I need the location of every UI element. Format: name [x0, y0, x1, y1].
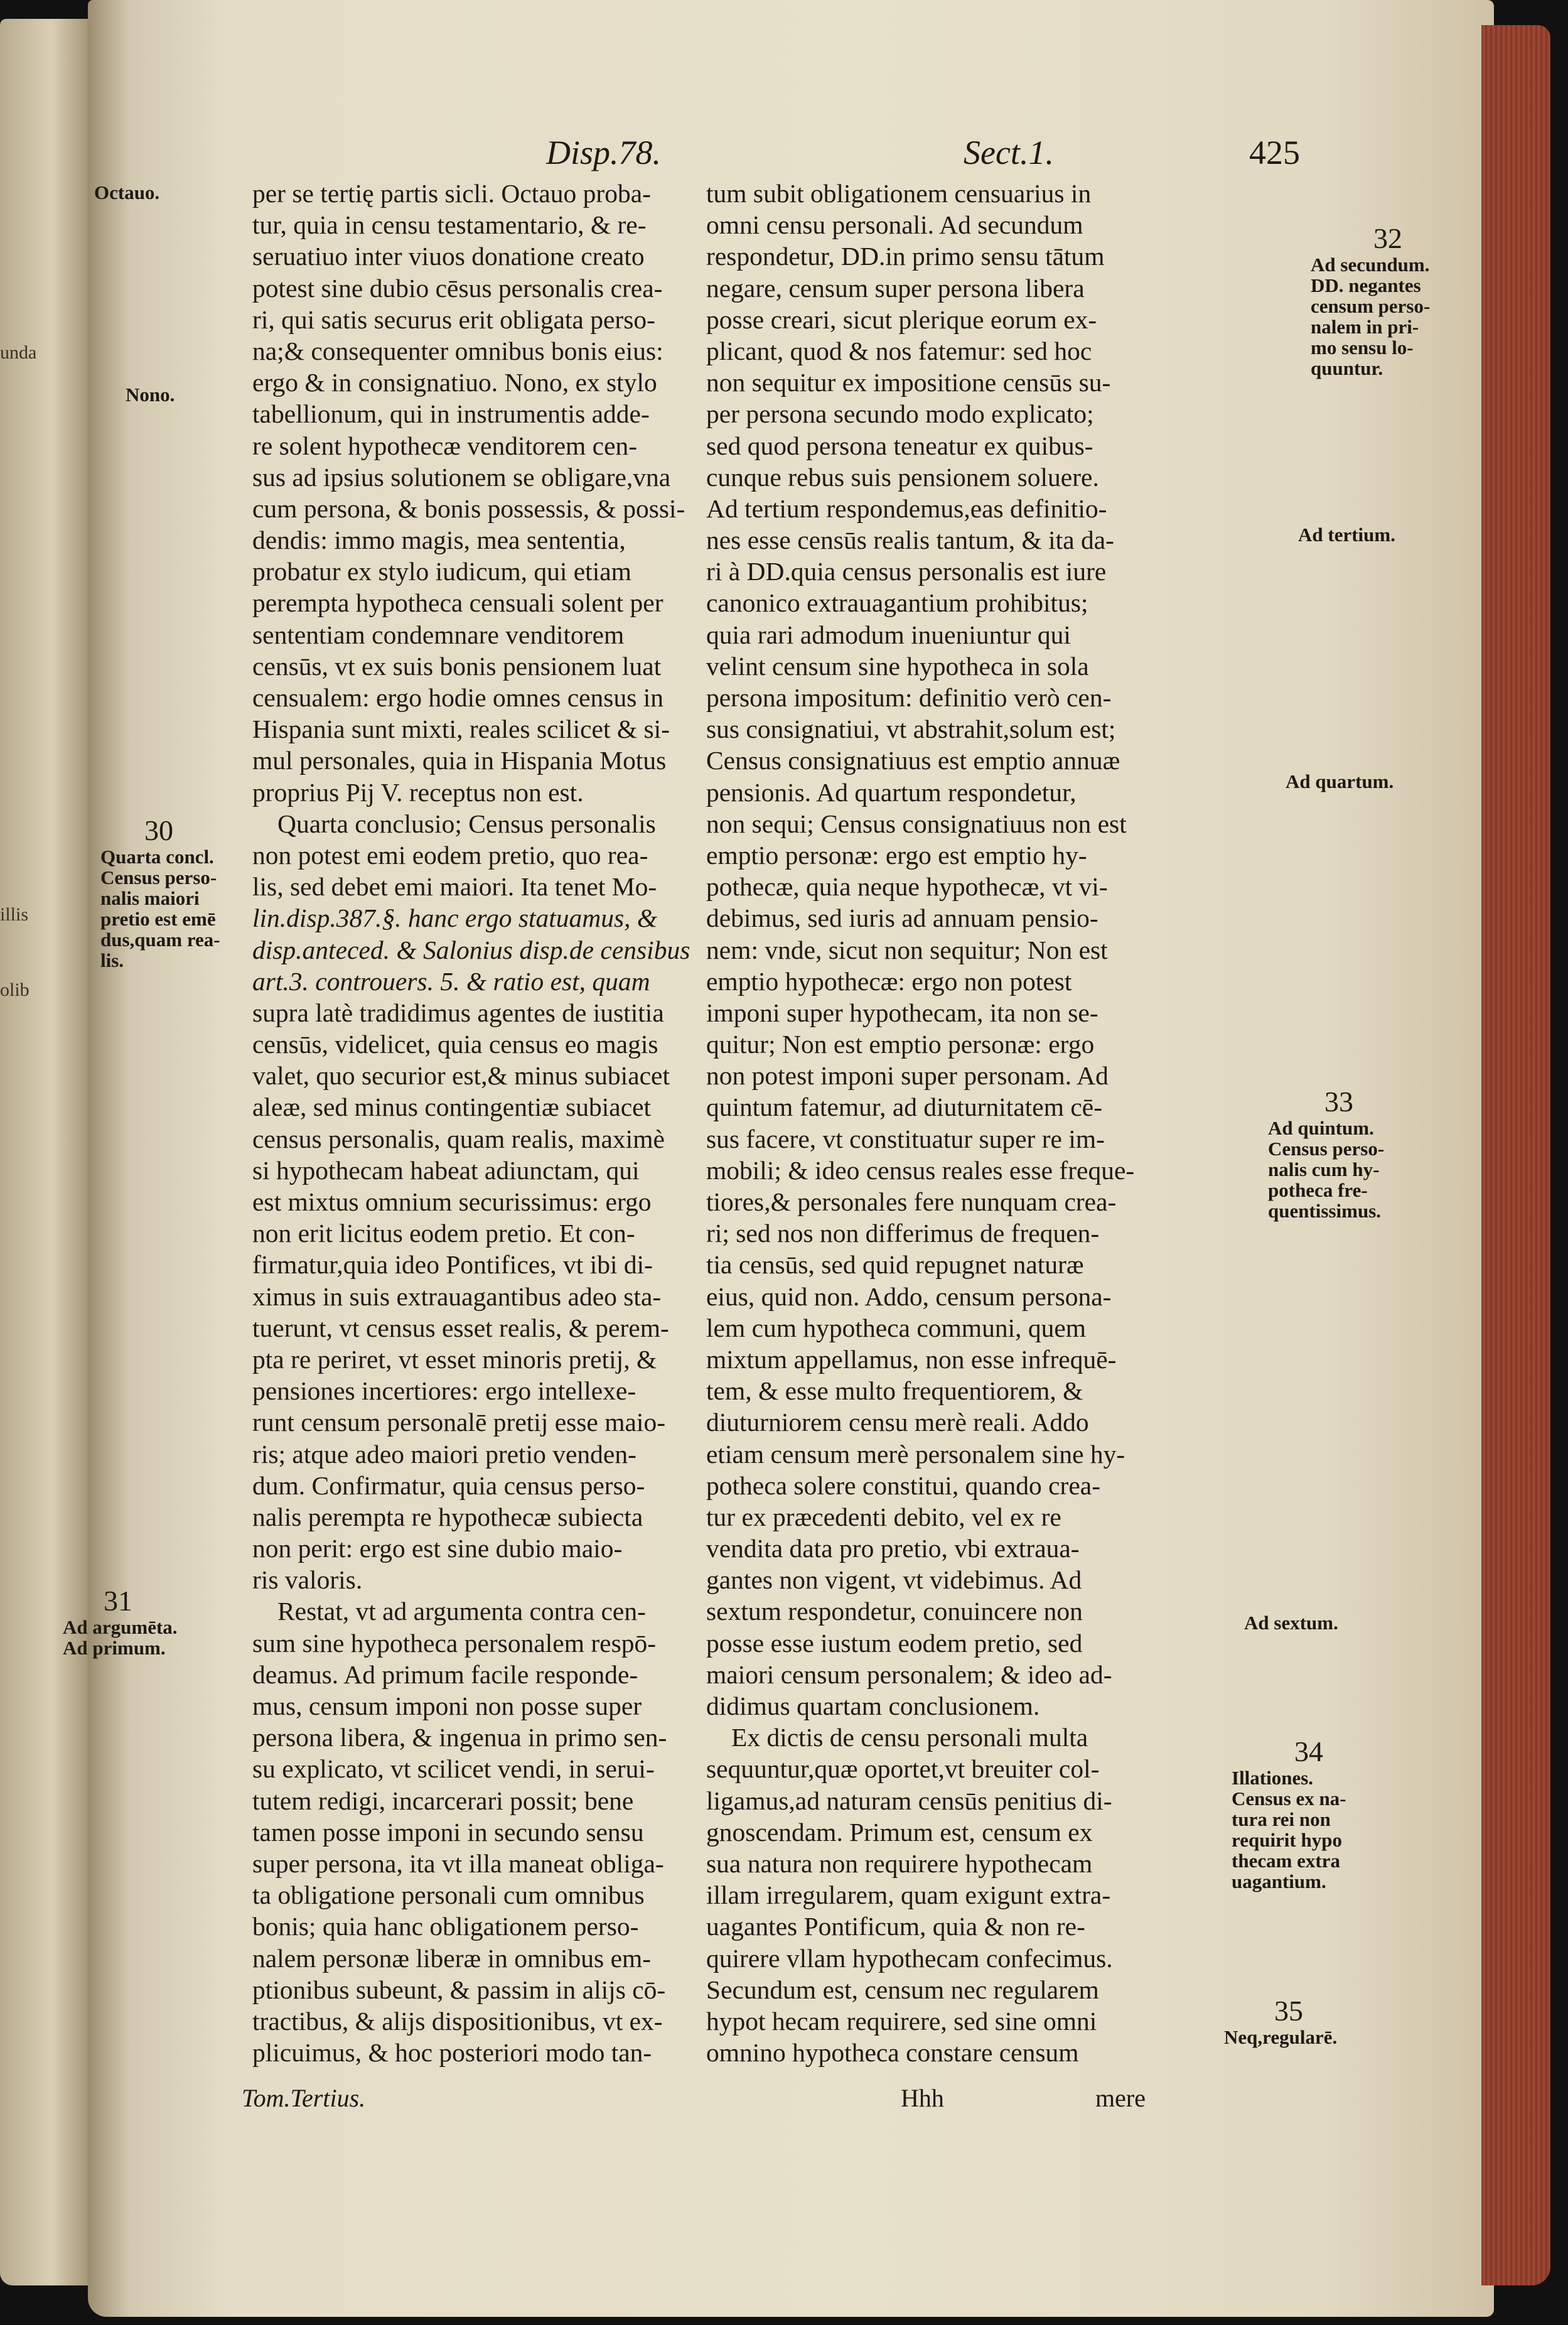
text-line: debimus, sed iuris ad annuam pensio- [706, 904, 1098, 933]
text-line: potheca solere constitui, quando crea- [706, 1470, 1101, 1500]
note-line: requirit hypo [1232, 1829, 1342, 1851]
text-line: persona impositum: definitio verò cen- [706, 683, 1112, 712]
text-line: posse creari, sicut plerique eorum ex- [706, 305, 1097, 334]
text-line: lin.disp.387.§. hanc ergo statuamus, & [252, 904, 658, 933]
text-line: non perit: ergo est sine dubio maio- [252, 1534, 623, 1563]
text-line: tum subit obligationem censuarius in [706, 179, 1092, 208]
note-line: Neq,regularē. [1224, 2026, 1338, 2048]
margin-note-tertium: Ad tertium. [1298, 524, 1395, 546]
text-line: illam irregularem, quam exigunt extra- [706, 1880, 1111, 1910]
text-line: canonico extrauagantium prohibitus; [706, 588, 1088, 618]
text-line: sus facere, vt constituatur super re im- [706, 1124, 1105, 1153]
margin-note-quartum: Ad quartum. [1286, 770, 1394, 792]
text-line: plicant, quod & nos fatemur: sed hoc [706, 336, 1092, 365]
text-line: tiores,& personales fere nunquam crea- [706, 1187, 1117, 1216]
text-line: omni censu personali. Ad secundum [706, 210, 1083, 240]
text-line: quintum fatemur, ad diuturnitatem cē- [706, 1092, 1103, 1122]
note-number: 32 [1373, 222, 1402, 254]
text-line: census personalis, quam realis, maximè [252, 1124, 665, 1153]
note-number: 33 [1324, 1086, 1353, 1118]
text-line: gnoscendam. Primum est, censum ex [706, 1817, 1093, 1847]
text-line: nes esse censūs realis tantum, & ita da- [706, 526, 1114, 555]
text-line: posse esse iustum eodem pretio, sed [706, 1628, 1083, 1658]
text-line: non potest emi eodem pretio, quo rea- [252, 840, 648, 870]
text-line: tutem redigi, incarcerari possit; bene [252, 1786, 634, 1815]
text-line: mus, censum imponi non posse super [252, 1691, 642, 1720]
text-line: pta re periret, vt esset minoris pretij, & [252, 1344, 657, 1374]
text-line: sequuntur,quæ oportet,vt breuiter col- [706, 1754, 1100, 1784]
margin-note-30 [100, 815, 220, 971]
text-line: ligamus,ad naturam censūs penitius di- [706, 1786, 1112, 1815]
text-line: ri, qui satis securus erit obligata perso- [252, 305, 655, 334]
text-line: Ex dictis de censu personali multa [731, 1723, 1088, 1752]
text-line: proprius Pij V. receptus non est. [252, 777, 584, 807]
text-line: seruatiuo inter viuos donatione creato [252, 242, 645, 271]
text-line: supra latè tradidimus agentes de iustitia [252, 998, 664, 1027]
note-number: 35 [1274, 1995, 1303, 2027]
text-line: dum. Confirmatur, quia census perso- [252, 1470, 645, 1500]
text-line: ris; atque adeo maiori pretio venden- [252, 1439, 636, 1469]
text-line: didimus quartam conclusionem. [706, 1691, 1040, 1720]
text-line: Hispania sunt mixti, reales scilicet & si- [252, 715, 670, 744]
margin-note-32 [1311, 223, 1430, 379]
text-line: plicuimus, & hoc posteriori modo tan- [252, 2038, 652, 2068]
text-line: non sequi; Census consignatiuus non est [706, 809, 1127, 838]
margin-note-35 [1224, 1995, 1337, 2047]
text-line: aleæ, sed minus contingentiæ subiacet [252, 1092, 652, 1122]
note-line: tura rei non [1232, 1808, 1331, 1830]
text-line: negare, censum super persona libera [706, 273, 1085, 303]
text-line: art.3. controuers. 5. & ratio est, quam [252, 966, 650, 996]
text-line: non sequitur ex impositione censūs su- [706, 368, 1111, 397]
text-line: pensiones incertiores: ergo intellexe- [252, 1376, 636, 1406]
text-line: non potest imponi super personam. Ad [706, 1061, 1109, 1091]
text-line: tem, & esse multo frequentiorem, & [706, 1376, 1083, 1406]
text-line: si hypothecam habeat adiunctam, qui [252, 1155, 640, 1185]
text-line: cum persona, & bonis possessis, & possi- [252, 494, 685, 523]
note-line: censum perso- [1311, 295, 1431, 317]
text-line: sus ad ipsius solutionem se obligare,vna [252, 462, 671, 492]
note-line: nalis maiori [100, 887, 200, 909]
text-line: Quarta conclusio; Census personalis [277, 809, 656, 838]
note-line: potheca fre- [1268, 1179, 1368, 1201]
text-line: respondetur, DD.in primo sensu tātum [706, 242, 1105, 271]
text-line: tuerunt, vt census esset realis, & perem- [252, 1313, 669, 1342]
text-line: sua natura non requirere hypothecam [706, 1848, 1093, 1878]
note-line: DD. negantes [1311, 274, 1421, 296]
note-number: 34 [1294, 1735, 1323, 1767]
text-line: pensionis. Ad quartum respondetur, [706, 777, 1077, 807]
text-line: emptio hypothecæ: ergo non potest [706, 966, 1072, 996]
text-line: diuturniorem censu merè reali. Addo [706, 1408, 1089, 1437]
text-line: tabellionum, qui in instrumentis adde- [252, 399, 650, 429]
text-line: ptionibus subeunt, & passim in alijs cō- [252, 1975, 666, 2004]
text-line: sum sine hypotheca personalem respō- [252, 1628, 657, 1658]
header-disputation: Disp.78. [546, 134, 662, 171]
page-edges-red [1481, 25, 1550, 2285]
text-line: vendita data pro pretio, vbi extraua- [706, 1534, 1080, 1563]
text-line: maiori censum personalem; & ideo ad- [706, 1659, 1112, 1689]
text-line: quirere vllam hypothecam confecimus. [706, 1943, 1113, 1973]
note-line: Census perso- [1268, 1138, 1385, 1160]
text-line: sed quod persona teneatur ex quibus- [706, 431, 1093, 460]
text-line: nem: vnde, sicut non sequitur; Non est [706, 935, 1108, 964]
text-line: valet, quo securior est,& minus subiacet [252, 1061, 670, 1091]
footer-volume: Tom.Tertius. [242, 2084, 366, 2112]
text-line: imponi super hypothecam, ita non se- [706, 998, 1098, 1027]
note-line: dus,quam rea- [100, 929, 220, 951]
text-line: uagantes Pontificum, quia & non re- [706, 1912, 1085, 1941]
note-line: quentissimus. [1268, 1200, 1382, 1222]
text-line: mixtum appellamus, non esse infrequē- [706, 1344, 1117, 1374]
note-number: 30 [144, 814, 173, 846]
text-line: etiam censum merè personalem sine hy- [706, 1439, 1125, 1469]
note-line: Census ex na- [1232, 1788, 1346, 1810]
text-line: pothecæ, quia neque hypothecæ, vt vi- [706, 872, 1108, 902]
text-line: tur, quia in censu testamentario, & re- [252, 210, 647, 240]
text-line: potest sine dubio cēsus personalis crea- [252, 273, 663, 303]
footer-signature: Hhh [901, 2084, 944, 2112]
text-line: ta obligatione personali cum omnibus [252, 1880, 645, 1910]
note-line: Census perso- [100, 866, 217, 888]
text-line: censūs, videlicet, quia census eo magis [252, 1030, 658, 1059]
text-line: omnino hypotheca constare censum [706, 2038, 1079, 2068]
text-line: non erit licitus eodem pretio. Et con- [252, 1219, 635, 1248]
note-number: 31 [104, 1585, 132, 1617]
text-line: probatur ex stylo iudicum, qui etiam [252, 557, 631, 586]
note-line: lis. [100, 949, 124, 971]
text-line: lis, sed debet emi maiori. Ita tenet Mo- [252, 872, 657, 902]
note-line: Ad primum. [63, 1637, 166, 1659]
text-line: firmatur,quia ideo Pontifices, vt ibi di- [252, 1250, 653, 1280]
prev-page-fragment: unda [0, 342, 37, 363]
text-line: bonis; quia hanc obligationem perso- [252, 1912, 639, 1941]
text-line: mul personales, quia in Hispania Motus [252, 746, 667, 775]
text-line: su explicato, vt scilicet vendi, in serui- [252, 1754, 655, 1784]
text-line: sententiam condemnare venditorem [252, 620, 625, 649]
header-section: Sect.1. [964, 134, 1054, 171]
note-line: pretio est emē [100, 908, 216, 930]
margin-note-31 [63, 1585, 178, 1658]
prev-page-fragment: illis [0, 904, 29, 925]
text-line: sus consignatiui, vt abstrahit,solum est; [706, 715, 1116, 744]
note-line: uagantium. [1232, 1870, 1326, 1892]
left-text-column [252, 178, 767, 2068]
text-line: hypot hecam requirere, sed sine omni [706, 2006, 1097, 2036]
text-line: Ad tertium respondemus,eas definitio- [706, 494, 1107, 523]
footer-catchword: mere [1095, 2084, 1146, 2112]
text-line: tamen posse imponi in secundo sensu [252, 1817, 644, 1847]
note-line: Ad secundum. [1311, 254, 1430, 276]
text-line: persona libera, & ingenua in primo sen- [252, 1723, 667, 1752]
text-line: gantes non vigent, vt videbimus. Ad [706, 1565, 1082, 1595]
text-line: disp.anteced. & Salonius disp.de censibus [252, 935, 690, 964]
text-line: censualem: ergo hodie omnes census in [252, 683, 664, 712]
text-line: ergo & in consignatiuo. Nono, ex stylo [252, 368, 657, 397]
note-line: Quarta concl. [100, 846, 214, 868]
text-line: quitur; Non est emptio personæ: ergo [706, 1030, 1095, 1059]
margin-note-octauo: Octauo. [94, 181, 160, 203]
text-line: nalis perempta re hypothecæ subiecta [252, 1502, 643, 1531]
text-line: per persona secundo modo explicato; [706, 399, 1094, 429]
text-line: re solent hypothecæ venditorem cen- [252, 431, 638, 460]
note-line: Illationes. [1232, 1767, 1314, 1789]
margin-note-nono: Nono. [126, 384, 175, 406]
margin-note-34 [1232, 1736, 1346, 1892]
text-line: quia rari admodum inueniuntur qui [706, 620, 1071, 649]
page-number: 425 [1249, 134, 1300, 171]
text-line: nalem personæ liberæ in omnibus em- [252, 1943, 652, 1973]
text-line: lem cum hypotheca communi, quem [706, 1313, 1087, 1342]
margin-note-33 [1268, 1086, 1384, 1221]
text-line: ris valoris. [252, 1565, 363, 1595]
text-line: cunque rebus suis pensionem soluere. [706, 462, 1099, 492]
note-line: Ad argumēta. [63, 1616, 178, 1638]
right-text-column [706, 178, 1259, 2068]
text-line: na;& consequenter omnibus bonis eius: [252, 336, 663, 365]
text-line: tur ex præcedenti debito, vel ex re [706, 1502, 1061, 1531]
note-line: Ad quintum. [1268, 1117, 1374, 1139]
text-line: super persona, ita vt illa maneat obliga- [252, 1848, 664, 1878]
text-line: est mixtus omnium securissimus: ergo [252, 1187, 652, 1216]
note-line: nalem in pri- [1311, 316, 1419, 338]
text-line: Secundum est, censum nec regularem [706, 1975, 1099, 2004]
text-line: sextum respondetur, conuincere non [706, 1597, 1083, 1626]
note-line: nalis cum hy- [1268, 1158, 1380, 1180]
text-line: eius, quid non. Addo, censum persona- [706, 1281, 1112, 1311]
text-line: perempta hypotheca censuali solent per [252, 588, 663, 618]
text-line: emptio personæ: ergo est emptio hy- [706, 840, 1087, 870]
text-line: dendis: immo magis, mea sententia, [252, 526, 626, 555]
text-line: censūs, vt ex suis bonis pensionem luat [252, 651, 662, 681]
text-line: tractibus, & alijs dispositionibus, vt ex- [252, 2006, 663, 2036]
prev-page-fragment: olib [0, 979, 30, 1000]
text-line: ri à DD.quia census personalis est iure [706, 557, 1107, 586]
text-line: ximus in suis extrauagantibus adeo sta- [252, 1281, 662, 1311]
text-line: per se tertię partis sicli. Octauo proba- [252, 179, 651, 208]
text-line: Restat, vt ad argumenta contra cen- [277, 1597, 646, 1626]
text-line: tia censūs, sed quid repugnet naturæ [706, 1250, 1084, 1280]
text-line: mobili; & ideo census reales esse freque- [706, 1155, 1135, 1185]
note-line: thecam extra [1232, 1850, 1340, 1872]
text-line: deamus. Ad primum facile responde- [252, 1659, 638, 1689]
text-line: Census consignatiuus est emptio annuæ [706, 746, 1120, 775]
text-line: velint censum sine hypotheca in sola [706, 651, 1089, 681]
note-line: mo sensu lo- [1311, 337, 1414, 359]
text-line: runt censum personalē pretij esse maio- [252, 1408, 666, 1437]
note-line: quuntur. [1311, 357, 1383, 379]
margin-note-sextum: Ad sextum. [1244, 1612, 1338, 1634]
text-line: ri; sed nos non differimus de frequen- [706, 1219, 1100, 1248]
